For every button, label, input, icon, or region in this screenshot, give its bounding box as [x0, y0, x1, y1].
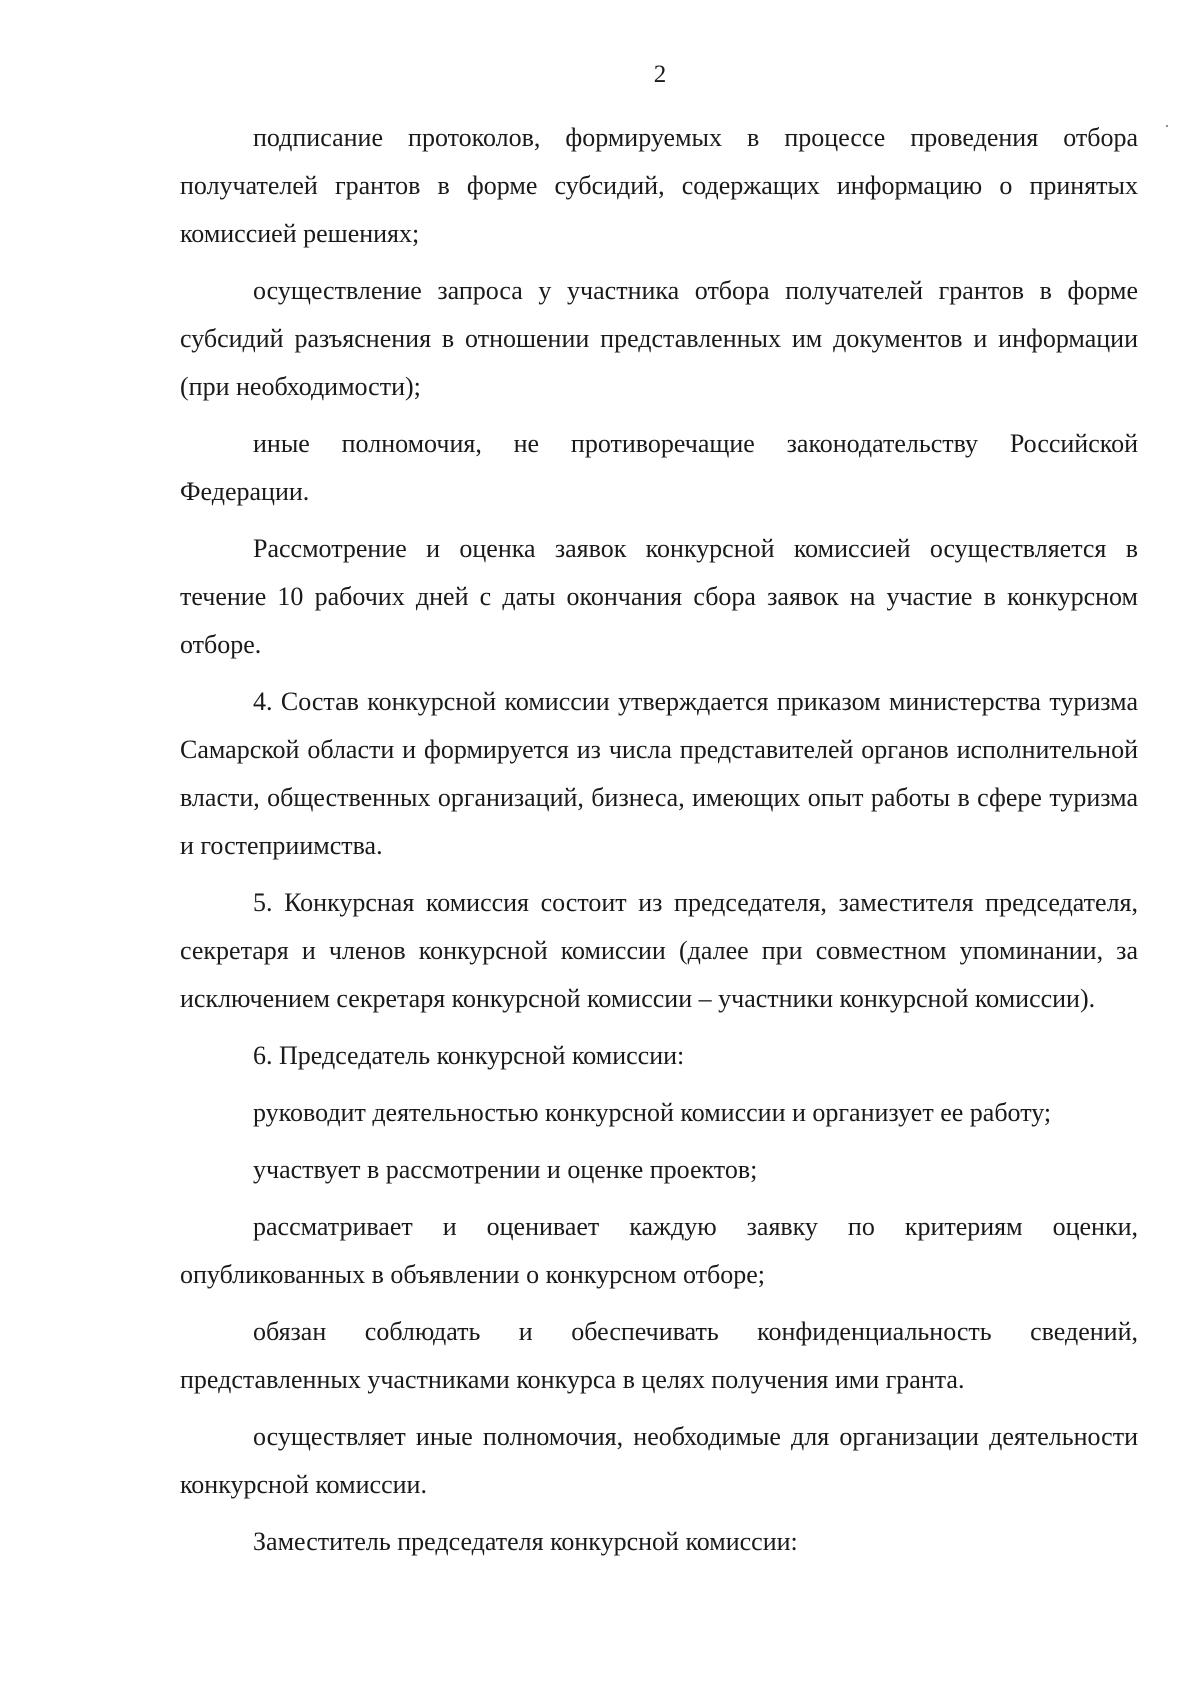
page-number: 2 [653, 61, 667, 88]
paragraph-other-powers: иные полномочия, не противоречащие законодательству Российской Федерации. [180, 429, 1138, 506]
paragraph-signing-protocols: подписание протоколов, формируемых в процессе проведения отбора получателей грантов в форме субсидий, содержащих информацию о принятых комиссией решениях; [180, 123, 1138, 248]
paragraph-review-period: Рассмотрение и оценка заявок конкурсной комиссией осуществляется в течение 10 рабочих дней с даты окончания сбора заявок на участие в конкурсном отборе. [180, 534, 1138, 659]
paragraph-clause-5: 5. Конкурсная комиссия состоит из председателя, заместителя председателя, секретаря и членов конкурсной комиссии (далее при совместном упоминании, за исключением секретаря конкурсной комиссии – участники конкурсной комиссии). [180, 888, 1138, 1013]
paragraph-chair-evaluates: рассматривает и оценивает каждую заявку по критериям оценки, опубликованных в объявлении о конкурсном отборе; [180, 1212, 1138, 1289]
document-body [180, 114, 1138, 1566]
paragraph-chair-manages: руководит деятельностью конкурсной комиссии и организует ее работу; [253, 1098, 1052, 1127]
paragraph-chair-other-powers: осуществляет иные полномочия, необходимые для организации деятельности конкурсной комиссии. [180, 1422, 1138, 1499]
paragraph-clause-6: 6. Председатель конкурсной комиссии: [253, 1041, 685, 1070]
scan-margin-mark: · [1164, 116, 1170, 136]
paragraph-deputy-chair: Заместитель председателя конкурсной комиссии: [253, 1527, 798, 1556]
paragraph-clarification-request: осуществление запроса у участника отбора получателей грантов в форме субсидий разъяснения в отношении представленных им документов и информации (при необходимости); [180, 276, 1138, 401]
paragraph-clause-4: 4. Состав конкурсной комиссии утверждается приказом министерства туризма Самарской области и формируется из числа представителей органов исполнительной власти, общественных организаций, бизнеса, имеющих опыт работы в сфере туризма и гостеприимства. [180, 687, 1138, 860]
paragraph-chair-participates: участвует в рассмотрении и оценке проектов; [253, 1155, 758, 1184]
paragraph-chair-confidentiality: обязан соблюдать и обеспечивать конфиденциальность сведений, представленных участниками конкурса в целях получения ими гранта. [180, 1317, 1138, 1394]
